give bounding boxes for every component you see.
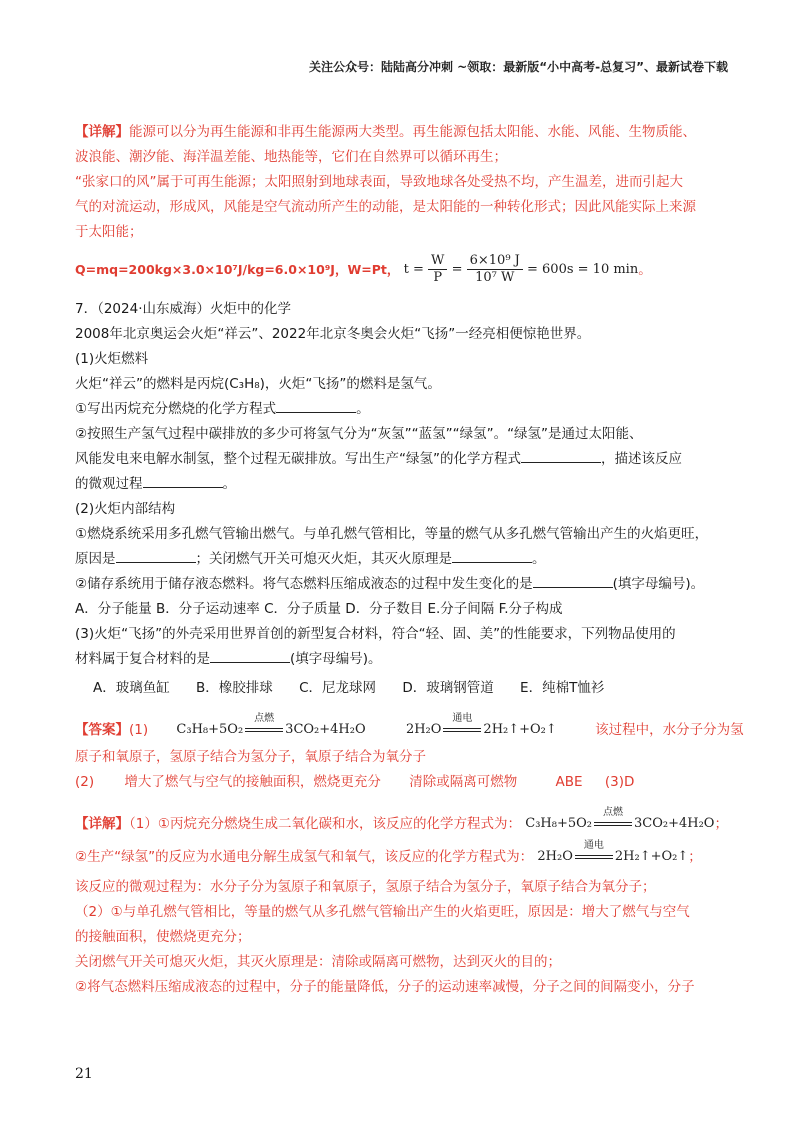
calc-prefix: Q=mq=200kg×3.0×10⁷J/kg=6.0×10⁹J，W=Pt， [75, 262, 400, 277]
s2-q2-end: (填字母编号)。 [612, 576, 705, 592]
option-b: B．橡胶排球 [196, 680, 273, 696]
s2-q1-text-b: ；关闭燃气开关可熄灭火炬，其灭火原理是 [195, 551, 452, 567]
option-e: E．纯棉T恤衫 [520, 680, 605, 696]
eq2-condition [441, 715, 483, 745]
s2-q1-end: 。 [532, 551, 546, 567]
detail1-line4: 气的对流运动，形成风，风能是空气流动所产生的动能，是太阳能的一种转化形式；因此风能实际上来源 [75, 199, 696, 215]
eq2-cond-text: 通电 [583, 840, 604, 851]
answer-blank [452, 548, 532, 563]
s3-end: (填字母编号)。 [290, 651, 382, 667]
equation-propane [176, 715, 365, 745]
answer-blank [521, 448, 601, 463]
calc-p: P [433, 270, 443, 285]
detail2-line1 [75, 807, 728, 839]
equation-water [406, 715, 557, 745]
s1-q2-text-c: 的微观过程 [75, 476, 143, 492]
s1-q1-end: 。 [356, 401, 370, 417]
detail2-line2 [75, 839, 725, 875]
eq2-right: 2H₂↑+O₂↑ [614, 849, 689, 864]
calc-formula [404, 253, 639, 287]
s3-text: 材料属于复合材料的是 [75, 651, 210, 667]
eq1-left: C₃H₈+5O₂ [176, 722, 244, 737]
s1-q2-text: 风能发电来电解水制氢，整个过程无碳排放。写出生产“绿氢”的化学方程式 [75, 451, 521, 467]
answer-desc-a: 该过程中，水分子分为氢 [595, 722, 744, 738]
page-content [75, 120, 744, 1000]
s2-q1-text: 原因是 [75, 551, 116, 567]
s1-q2-line1: ②按照生产氢气过程中碳排放的多少可将氢气分为“灰氢”“蓝氢”“绿氢”。“绿氢”是通过太阳能、 [75, 426, 643, 442]
question-title: 7．（2024·山东威海）火炬中的化学 [75, 301, 291, 317]
section1-text: 火炬“祥云”的燃料是丙烷(C₃H₈)，火炬“飞扬”的燃料是氢气。 [75, 376, 441, 392]
s1-q2-line2 [75, 447, 725, 472]
calc-frac-values [467, 253, 523, 286]
eq2-condition [573, 839, 615, 875]
answer-line3 [75, 770, 725, 795]
calc-result: = 600s = 10 min [527, 262, 639, 277]
detail1-line5: 于太阳能； [75, 224, 143, 240]
detail1-line1 [75, 120, 725, 145]
s3-line2 [75, 647, 725, 672]
answer-line2: 原子和氧原子，氢原子结合为氢分子，氧原子结合为氧分子 [75, 749, 426, 765]
s3-line1: (3)火炬“飞扬”的外壳采用世界首创的新型复合材料，符合“轻、固、美”的性能要求，下列物品使用的 [75, 626, 676, 642]
s2-options: A．分子能量 B．分子运动速率 C．分子质量 D．分子数目 E.分子间隔 F.分子构成 [75, 601, 563, 617]
equation-water-2 [537, 839, 688, 875]
s2-q2 [75, 572, 725, 597]
section1-heading: (1)火炬燃料 [75, 351, 149, 367]
s3-options [75, 676, 725, 701]
eq1-cond-text: 点燃 [603, 807, 623, 818]
detail2-line7: ②将气态燃料压缩成液态的过程中，分子的能量降低，分子的运动速率减慢，分子之间的间隔变小，分子 [75, 979, 695, 995]
detail2-text2: ②生产“绿氢”的反应为水通电分解生成氢气和氧气，该反应的化学方程式为： [75, 849, 534, 865]
eq1-condition [243, 715, 285, 745]
calc-num: 6×10⁹ J [467, 253, 523, 270]
answer-p2-c: ABE [555, 774, 583, 790]
answer-blank [533, 573, 613, 588]
eq1-right: 3CO₂+4H₂O [285, 722, 366, 737]
equation-propane-2 [525, 809, 714, 839]
eq2-left: 2H₂O [537, 849, 573, 864]
detail1-line3: “张家口的风”属于可再生能源；太阳照射到地球表面，导致地球各处受热不均，产生温差，进而引起大 [75, 174, 683, 190]
calc-t: t = [403, 262, 424, 277]
answer-part3: (3)D [604, 774, 635, 790]
s1-q1 [75, 397, 725, 422]
detail2-end2: ； [688, 849, 702, 865]
calc-frac-wp [428, 253, 447, 286]
detail-tag: 【详解】 [75, 124, 129, 140]
s1-q1-text: ①写出丙烷充分燃烧的化学方程式 [75, 401, 277, 417]
option-d: D．玻璃钢管道 [402, 680, 494, 696]
calc-den: 10⁷ W [475, 270, 515, 285]
s2-q2-text: ②储存系统用于储存液态燃料。将气态燃料压缩成液态的过程中发生变化的是 [75, 576, 533, 592]
answer-part1: (1) [129, 722, 149, 738]
answer-blank [116, 548, 196, 563]
option-c: C．尼龙球网 [299, 680, 377, 696]
calc-eq: = [451, 262, 463, 277]
detail1-calc [75, 253, 725, 287]
answer-blank [276, 398, 356, 413]
eq2-cond-text: 通电 [452, 713, 473, 724]
detail2-line3: 该反应的微观过程为：水分子分为氢原子和氧原子，氢原子结合为氢分子，氧原子结合为氧分子； [75, 879, 656, 895]
s1-q2-end: 。 [222, 476, 236, 492]
detail-tag: 【详解】 [75, 816, 129, 832]
calc-end: 。 [638, 262, 652, 278]
answer-blank [143, 473, 223, 488]
question-intro: 2008年北京奥运会火炬“祥云”、2022年北京冬奥会火炬“飞扬”一经亮相便惊艳世界。 [75, 326, 591, 342]
detail2-line4: （2）①与单孔燃气管相比，等量的燃气从多孔燃气管输出产生的火焰更旺，原因是：增大了燃气与空气 [75, 904, 690, 920]
answer-p2-b: 清除或隔离可燃物 [409, 774, 518, 790]
s1-q2-text-b: ，描述该反应 [601, 451, 682, 467]
answer-tag: 【答案】 [75, 722, 129, 738]
eq2-right: 2H₂↑+O₂↑ [483, 722, 557, 737]
detail1-line2: 波浪能、潮汐能、海洋温差能、地热能等，它们在自然界可以循环再生； [75, 149, 507, 165]
detail2-end1: ； [714, 816, 728, 832]
eq1-left: C₃H₈+5O₂ [525, 816, 592, 831]
answer-part2: (2) [75, 774, 95, 790]
eq1-cond-text: 点燃 [254, 713, 275, 724]
detail2-line5: 的接触面积，使燃烧更充分； [75, 929, 251, 945]
s1-q2-line3 [75, 472, 725, 497]
eq2-left: 2H₂O [405, 722, 442, 737]
detail2-line6: 关闭燃气开关可熄灭火炬，其灭火原理是：清除或隔离可燃物，达到灭火的目的； [75, 954, 561, 970]
s2-q1-line2 [75, 547, 725, 572]
calc-w: W [428, 253, 447, 270]
page-header: 关注公众号：陆陆高分冲刺 ~领取：最新版“小中高考-总复习”、最新试卷下载 [309, 60, 728, 74]
answer-line1 [75, 713, 744, 745]
detail1-text1: 能源可以分为再生能源和非再生能源两大类型。再生能源包括太阳能、水能、风能、生物质能、 [129, 124, 696, 140]
page-number: 21 [75, 1066, 93, 1082]
answer-p2-a: 增大了燃气与空气的接触面积，燃烧更充分 [124, 774, 381, 790]
option-a: A．玻璃鱼缸 [93, 680, 170, 696]
answer-blank [210, 648, 290, 663]
eq1-right: 3CO₂+4H₂O [634, 816, 715, 831]
s2-q1-line1: ①燃烧系统采用多孔燃气管输出燃气。与单孔燃气管相比，等量的燃气从多孔燃气管输出产生的火焰更旺， [75, 526, 709, 542]
section2-heading: (2)火炬内部结构 [75, 501, 176, 517]
detail2-text1: （1）①丙烷充分燃烧生成二氧化碳和水，该反应的化学方程式为： [129, 816, 521, 832]
